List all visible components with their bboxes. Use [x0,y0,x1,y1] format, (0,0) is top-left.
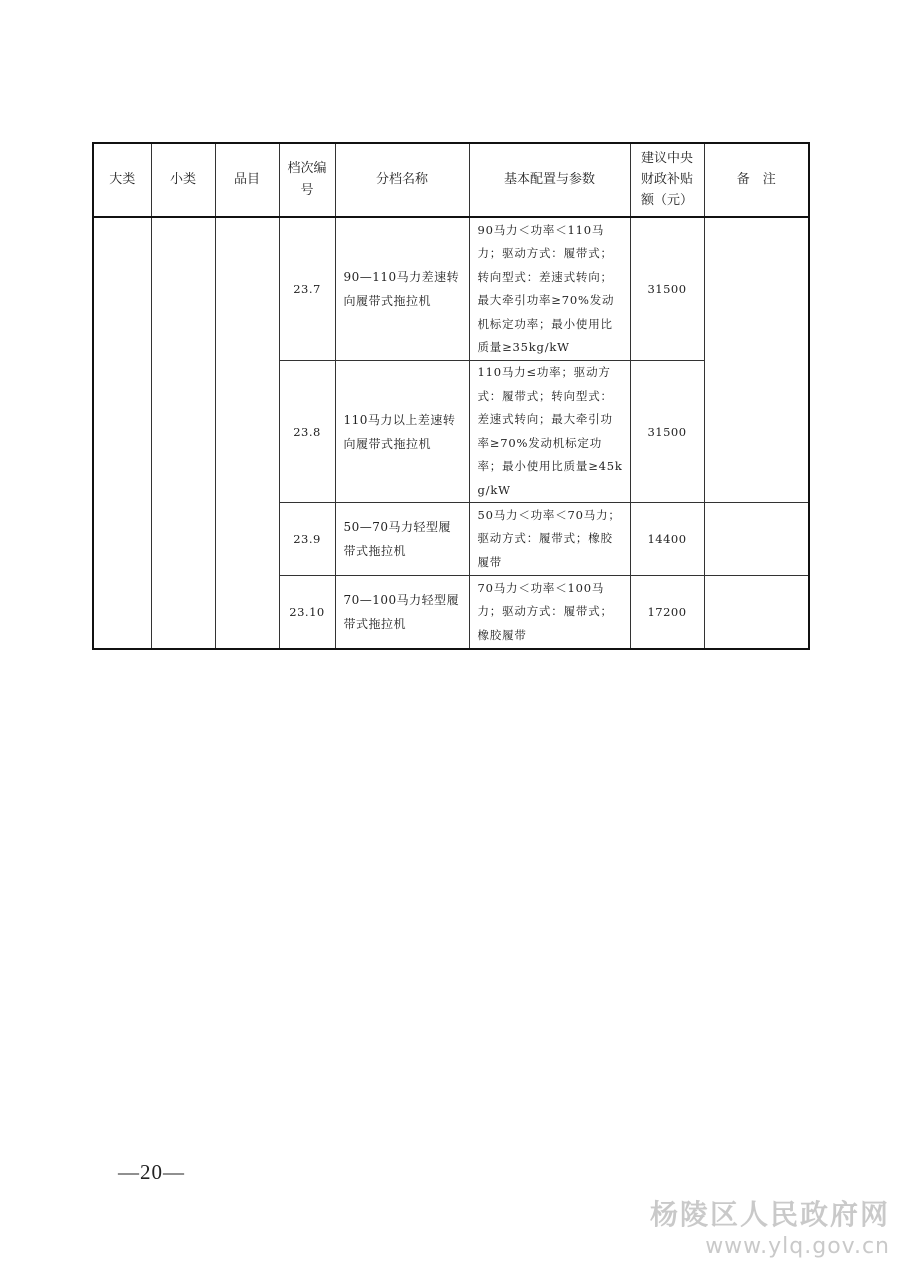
remarks-cell [704,576,809,650]
grade-code-cell: 23.9 [279,503,335,576]
table-row [93,217,809,361]
header-grade-code-text: 档次编号 [287,161,327,198]
remarks-cell [704,217,809,361]
header-row [93,143,809,217]
header-remarks: 备 注 [704,143,809,217]
remarks-cell [704,361,809,503]
subsidy-cell: 31500 [630,217,704,361]
subsidy-cell: 14400 [630,503,704,576]
page-number: —20— [118,1160,185,1184]
category-cell [93,217,151,649]
header-config: 基本配置与参数 [469,143,630,217]
grade-code-cell: 23.7 [279,217,335,361]
remarks-cell [704,503,809,576]
config-cell: 50马力＜功率＜70马力；驱动方式：履带式；橡胶履带 [469,503,630,576]
grade-name-cell: 50—70马力轻型履带式拖拉机 [335,503,469,576]
grade-code-cell: 23.8 [279,361,335,503]
subsidy-table [92,142,810,650]
subsidy-cell: 31500 [630,361,704,503]
header-category: 大类 [93,143,151,217]
header-item: 品目 [215,143,279,217]
grade-name-cell: 110马力以上差速转向履带式拖拉机 [335,361,469,503]
watermark-site-url: www.ylq.gov.cn [705,1234,890,1259]
header-subsidy [630,143,704,217]
subsidy-cell: 17200 [630,576,704,650]
config-cell: 110马力≤功率；驱动方式：履带式；转向型式：差速式转向；最大牵引功率≥70%发动机标定功率；最小使用比质量≥45kg/kW [469,361,630,503]
grade-code-cell: 23.10 [279,576,335,650]
subcategory-cell [151,217,215,649]
watermark-site-name: 杨陵区人民政府网 [649,1198,890,1231]
item-cell [215,217,279,649]
config-cell: 90马力＜功率＜110马力；驱动方式：履带式；转向型式：差速式转向；最大牵引功率≥70%发动机标定功率；最小使用比质量≥35kg/kW [469,217,630,361]
site-watermark [650,1198,890,1262]
header-subsidy-text: 建议中央财政补贴额（元） [640,151,693,208]
header-grade-name: 分档名称 [335,143,469,217]
header-subcategory: 小类 [151,143,215,217]
grade-name-cell: 70—100马力轻型履带式拖拉机 [335,576,469,650]
grade-name-cell: 90—110马力差速转向履带式拖拉机 [335,217,469,361]
config-cell: 70马力＜功率＜100马力；驱动方式：履带式；橡胶履带 [469,576,630,650]
header-grade-code [279,143,335,217]
